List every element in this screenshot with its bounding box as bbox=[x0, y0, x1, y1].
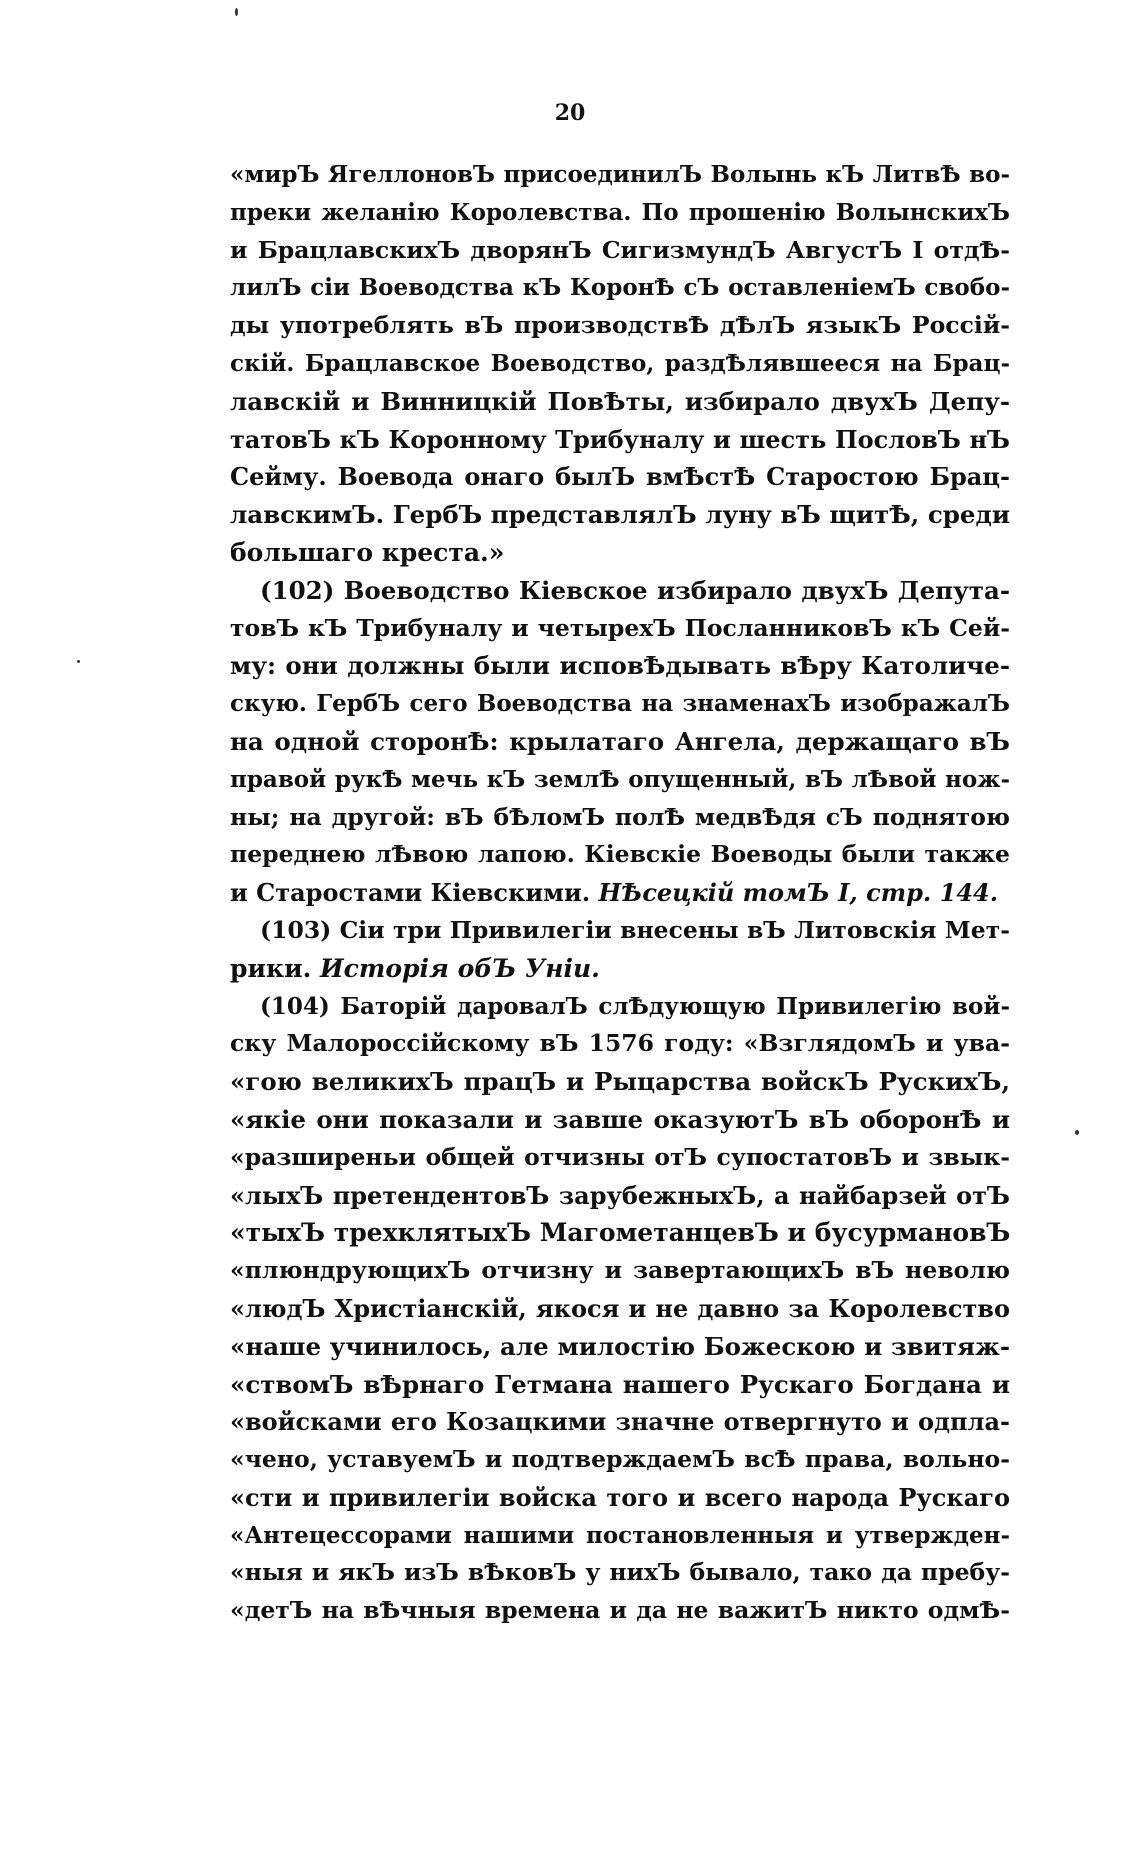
text-line bbox=[230, 534, 1010, 572]
line-text: правой рукѢ мечь кЪ землѢ опущенный, вЪ лѢвой нож- bbox=[230, 765, 1010, 793]
line-text: «разширеньи общей отчизны отЪ супостатовЪ и звык- bbox=[230, 1142, 1010, 1171]
page-number: 20 bbox=[554, 100, 586, 126]
text-line bbox=[230, 1025, 1010, 1063]
line-text: «сти и привилегіи войска того и всего народа Рускаго bbox=[230, 1482, 1010, 1512]
text-line bbox=[230, 1063, 1010, 1101]
line-text: «людЪ Христіанскій, якося и не давно за Королевство bbox=[230, 1293, 1010, 1323]
text-line bbox=[230, 156, 1010, 194]
text-line bbox=[230, 1554, 1010, 1592]
text-line bbox=[230, 1592, 1010, 1630]
line-text: (104) Баторій даровалЪ слѢдующую Привилегію вой- bbox=[260, 992, 1010, 1020]
print-speck bbox=[235, 8, 238, 16]
text-line bbox=[230, 912, 1010, 950]
line-text: «Антецессорами нашими постановленныя и утвержден- bbox=[230, 1521, 1010, 1549]
line-text: переднею лѢвою лапою. Кіевскіе Воеводы были также bbox=[230, 840, 1010, 869]
line-text: «войсками его Козацкими значне отвергнуто и одпла- bbox=[230, 1407, 1010, 1437]
text-line bbox=[230, 194, 1010, 232]
text-line bbox=[230, 345, 1010, 383]
line-text: «наше учинилось, але милостію Божескою и звитяж- bbox=[230, 1331, 1010, 1361]
text-line bbox=[230, 1101, 1010, 1139]
line-text: ды употреблять вЪ производствѢ дѢлЪ языкЪ Россій- bbox=[230, 311, 1010, 340]
citation: Исторія обЪ Уніи. bbox=[320, 953, 600, 983]
print-speck bbox=[1075, 1130, 1079, 1135]
line-text: «тыхЪ трехклятыхЪ МагометанцевЪ и бусурмановЪ bbox=[230, 1218, 1011, 1248]
line-text: преки желанію Королевства. По прошенію ВолынскихЪ bbox=[230, 198, 1010, 226]
text-line bbox=[230, 572, 1010, 610]
body-text bbox=[230, 156, 1010, 1630]
text-line bbox=[230, 1517, 1010, 1555]
line-text: татовЪ кЪ Коронному Трибуналу и шесть ПословЪ нЪ bbox=[230, 424, 1010, 454]
text-line bbox=[230, 1403, 1010, 1441]
line-text: большаго креста.» bbox=[230, 537, 505, 567]
text-line bbox=[230, 1328, 1010, 1366]
text-line bbox=[230, 685, 1010, 723]
text-line bbox=[230, 1290, 1010, 1328]
line-text: на одной сторонѢ: крылатаго Ангела, держащаго вЪ bbox=[230, 726, 1010, 756]
line-text: «лыхЪ претендентовЪ зарубежныхЪ, а найбарзей отЪ bbox=[230, 1180, 1010, 1210]
text-line bbox=[230, 1177, 1010, 1215]
print-speck bbox=[77, 660, 80, 663]
text-line bbox=[230, 950, 1010, 988]
line-text: (103) Сіи три Привилегіи внесены вЪ Литовскія Мет- bbox=[260, 915, 1010, 944]
citation: НѢсецкій томЪ I, стр. 144. bbox=[598, 878, 999, 908]
text-line bbox=[230, 1252, 1010, 1290]
line-text: ны; на другой: вЪ бѢломЪ полѢ медвѢдя сЪ поднятою bbox=[230, 802, 1010, 831]
text-line bbox=[230, 874, 1010, 912]
text-line bbox=[230, 1214, 1010, 1252]
line-text: «мирЪ ЯгеллоновЪ присоединилЪ Волынь кЪ ЛитвѢ во- bbox=[230, 161, 1010, 188]
line-text: «гою великихЪ працЪ и Рыцарства войскЪ РускихЪ, bbox=[230, 1067, 1010, 1097]
line-text: «чено, уставуемЪ и подтверждаемЪ всѢ права, вольно- bbox=[230, 1445, 1010, 1474]
line-text: и БрацлавскихЪ дворянЪ СигизмундЪ АвгустЪ I отдѢ- bbox=[230, 235, 1010, 264]
line-text: ску Малороссійскому вЪ 1576 году: «ВзглядомЪ и ува- bbox=[230, 1029, 1010, 1058]
text-line bbox=[230, 1479, 1010, 1517]
text-line bbox=[230, 383, 1010, 421]
line-text: лавскій и Винницкій ПовѢты, избирало двухЪ Депу- bbox=[230, 386, 1010, 416]
text-line bbox=[230, 723, 1010, 761]
line-text: рики. bbox=[230, 953, 312, 983]
line-text: «детЪ на вѢчныя времена и да не важитЪ никто одмѢ- bbox=[230, 1596, 1010, 1625]
line-text: скій. Брацлавское Воеводство, раздѢлявшееся на Брац- bbox=[230, 349, 1010, 377]
line-text: му: они должны были исповѢдывать вѢру Католиче- bbox=[230, 651, 1010, 681]
text-line bbox=[230, 1441, 1010, 1479]
line-text: товЪ кЪ Трибуналу и четырехЪ ПосланниковЪ кЪ Сей- bbox=[230, 613, 1010, 642]
text-line bbox=[230, 421, 1010, 459]
text-line bbox=[230, 647, 1010, 685]
text-line bbox=[230, 761, 1010, 799]
line-text: скую. ГербЪ сего Воеводства на знаменахЪ изображалЪ bbox=[230, 690, 1010, 718]
text-line bbox=[230, 496, 1010, 534]
text-line bbox=[230, 269, 1010, 307]
line-text: «плюндрующихЪ отчизну и завертающихЪ вЪ неволю bbox=[230, 1256, 1010, 1285]
line-text: «якіе они показали и завше оказуютЪ вЪ оборонѢ и bbox=[230, 1104, 1010, 1134]
line-text: «ныя и якЪ изЪ вѢковЪ у нихЪ бывало, тако да пребу- bbox=[230, 1558, 1010, 1587]
text-line bbox=[230, 1366, 1010, 1404]
text-line bbox=[230, 232, 1010, 270]
line-text: лилЪ сіи Воеводства кЪ КоронѢ сЪ оставленіемЪ свобо- bbox=[230, 274, 1010, 302]
line-text: (102) Воеводство Кіевское избирало двухЪ Депута- bbox=[260, 575, 1010, 605]
line-text: «ствомЪ вѢрнаго Гетмана нашего Рускаго Богдана и bbox=[230, 1369, 1010, 1399]
line-text: Сейму. Воевода онаго былЪ вмѢстѢ Старостою Брац- bbox=[230, 462, 1010, 492]
text-line bbox=[230, 836, 1010, 874]
text-line bbox=[230, 988, 1010, 1026]
line-text: лавскимЪ. ГербЪ представлялЪ луну вЪ щитѢ, среди bbox=[230, 500, 1010, 530]
line-text: и Старостами Кіевскими. bbox=[230, 878, 591, 908]
text-line bbox=[230, 307, 1010, 345]
text-line bbox=[230, 1139, 1010, 1177]
text-line bbox=[230, 799, 1010, 837]
text-line bbox=[230, 610, 1010, 648]
text-line bbox=[230, 458, 1010, 496]
